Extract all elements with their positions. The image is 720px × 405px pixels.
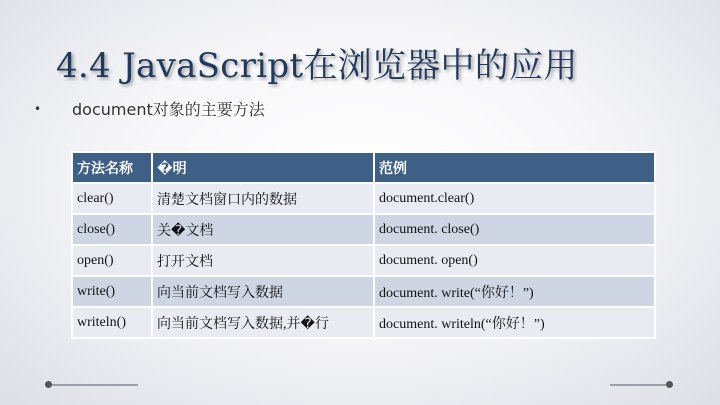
cell-description: 清楚文档窗口内的数据 [152,183,374,214]
table-row [72,183,655,214]
cell-example: document. open() [374,245,655,276]
header-method-name: 方法名称 [72,152,152,183]
cell-description: 向当前文档写入数据,并�行 [152,307,374,338]
bullet-item [34,97,265,120]
table-header-row [72,152,655,183]
header-description: �明 [152,152,374,183]
methods-table [71,151,656,339]
decorative-dot-right [666,381,673,388]
cell-description: 打开文档 [152,245,374,276]
cell-example: document.clear() [374,183,655,214]
cell-method: open() [72,245,152,276]
decorative-line-right [610,384,672,386]
cell-description: 关�文档 [152,214,374,245]
cell-method: close() [72,214,152,245]
table-row [72,214,655,245]
bullet-dot-icon: • [34,101,42,116]
decorative-dot-left [45,381,52,388]
cell-description: 向当前文档写入数据 [152,276,374,307]
header-example: 范例 [374,152,655,183]
cell-example: document. writeln(“你好！”) [374,307,655,338]
table-row [72,276,655,307]
cell-method: writeln() [72,307,152,338]
cell-method: clear() [72,183,152,214]
bullet-text: document对象的主要方法 [72,100,265,119]
decorative-line-left [48,384,138,386]
table-row [72,245,655,276]
cell-example: document. write(“你好！”) [374,276,655,307]
cell-example: document. close() [374,214,655,245]
cell-method: write() [72,276,152,307]
slide-title: 4.4 JavaScript在浏览器中的应用 [56,46,578,86]
table-row [72,307,655,338]
